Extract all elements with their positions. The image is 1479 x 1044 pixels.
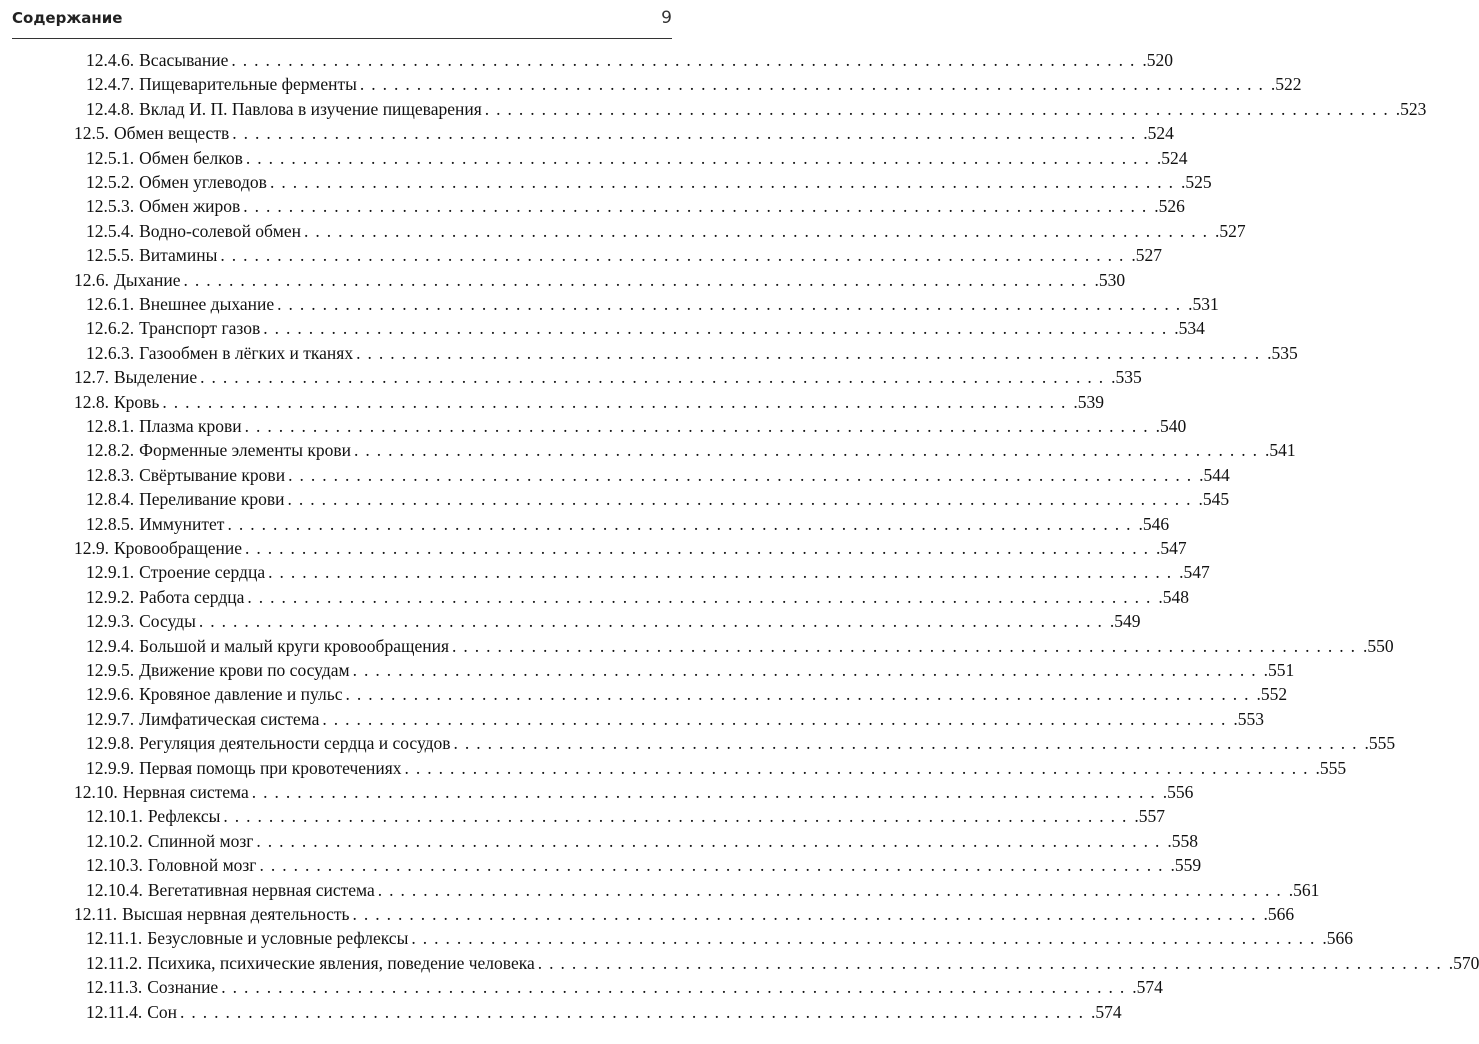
toc-entry[interactable] (74, 267, 1126, 291)
toc-entry[interactable] (86, 242, 1162, 266)
toc-entry[interactable] (86, 218, 1246, 242)
toc-entry-page: .551 (1263, 660, 1295, 680)
toc-entry[interactable] (86, 681, 1288, 705)
toc-entry[interactable] (86, 193, 1185, 217)
toc-entry-number: 12.11.1. (86, 928, 143, 949)
toc-leader-dots: ................................................................................ (220, 245, 1131, 266)
toc-entry-title: Рефлексы (147, 806, 221, 827)
toc-entry-number: 12.8.5. (86, 513, 135, 534)
toc-entry-page: .531 (1188, 294, 1219, 314)
toc-entry-page: .558 (1167, 830, 1199, 851)
toc-entry[interactable] (86, 47, 1173, 71)
toc-entry-title: Витамины (139, 245, 218, 266)
toc-entry-title: Строение сердца (139, 562, 266, 583)
toc-entry-page: .574 (1132, 977, 1163, 998)
toc-entry-page: .522 (1270, 74, 1302, 95)
toc-entry[interactable] (86, 828, 1199, 852)
toc-entry-number: 12.11.3. (86, 977, 143, 998)
toc-entry[interactable] (86, 437, 1296, 461)
toc-leader-dots: ................................................................................ (353, 440, 1264, 461)
toc-entry[interactable] (86, 315, 1205, 339)
toc-entry[interactable] (74, 389, 1105, 413)
toc-entry-number: 12.10. (74, 782, 118, 802)
page-header (12, 0, 672, 39)
toc-entry-number: 12.5.2. (86, 172, 135, 192)
toc-leader-dots: ................................................................................ (200, 367, 1111, 388)
toc-entry-title: Дыхание (114, 269, 181, 290)
toc-entry-page: .539 (1073, 391, 1105, 412)
toc-entry[interactable] (86, 462, 1230, 486)
toc-leader-dots: ................................................................................ (244, 416, 1155, 436)
toc-entry-title: Головной мозг (147, 855, 257, 876)
toc-entry[interactable] (86, 730, 1396, 754)
toc-leader-dots: ................................................................................ (256, 830, 1167, 851)
toc-leader-dots: ................................................................................ (352, 904, 1263, 924)
toc-entry-number: 12.4.8. (86, 98, 135, 119)
toc-entry[interactable] (86, 413, 1187, 437)
toc-entry-number: 12.11.4. (86, 1001, 143, 1022)
toc-leader-dots: ................................................................................ (287, 489, 1198, 510)
toc-entry-page: .566 (1263, 904, 1295, 924)
toc-entry-number: 12.4.6. (86, 50, 135, 70)
toc-leader-dots: ................................................................................ (269, 172, 1180, 192)
toc-entry-page: .541 (1264, 440, 1296, 461)
toc-entry-title: Обмен белков (139, 147, 243, 168)
toc-entry[interactable] (86, 950, 1479, 974)
toc-leader-dots: ................................................................................ (452, 635, 1362, 656)
toc-entry-title: Обмен веществ (114, 123, 230, 144)
toc-entry-title: Регуляция деятельности сердца и сосудов (139, 733, 451, 754)
toc-leader-dots: ................................................................................ (232, 123, 1143, 144)
toc-entry-page: .555 (1364, 733, 1396, 754)
toc-entry-page: .574 (1091, 1001, 1122, 1022)
toc-entry-number: 12.9.9. (86, 757, 135, 778)
toc-entry[interactable] (86, 291, 1219, 315)
toc-entry-number: 12.6.3. (86, 342, 135, 363)
toc-entry-page: .550 (1363, 635, 1394, 656)
toc-entry-number: 12.11.2. (86, 952, 143, 973)
toc-entry-title: Кровяное давление и пульс (139, 684, 343, 705)
toc-entry-title: Иммунитет (139, 513, 225, 534)
toc-entry-title: Сосуды (139, 611, 196, 632)
toc-entry-page: .534 (1174, 318, 1205, 339)
toc-entry-title: Работа сердца (139, 586, 245, 607)
toc-entry-page: .524 (1156, 147, 1188, 168)
toc-entry-title: Выделение (114, 367, 198, 388)
toc-entry-number: 12.9.1. (86, 562, 135, 583)
toc-entry-title: Газообмен в лёгких и тканях (139, 342, 354, 363)
toc-entry-number: 12.11. (74, 904, 118, 924)
toc-leader-dots: ................................................................................ (180, 1001, 1091, 1022)
toc-entry-number: 12.8.3. (86, 464, 135, 485)
toc-entry-page: .527 (1215, 220, 1246, 241)
toc-entry[interactable] (86, 584, 1189, 608)
toc-entry-number: 12.5.4. (86, 220, 135, 241)
toc-entry-number: 12.10.4. (86, 879, 143, 900)
toc-leader-dots: ................................................................................ (453, 733, 1364, 754)
toc-entry-page: .527 (1131, 245, 1162, 266)
toc-entry[interactable] (86, 852, 1202, 876)
toc-entry[interactable] (86, 803, 1165, 827)
toc-entry-title: Внешнее дыхание (139, 294, 275, 314)
toc-entry-number: 12.10.1. (86, 806, 143, 827)
toc-entry-page: .553 (1233, 708, 1264, 729)
toc-entry[interactable] (86, 999, 1122, 1023)
toc-leader-dots: ................................................................................ (247, 586, 1158, 607)
toc-entry-title: Всасывание (139, 50, 229, 70)
toc-entry-number: 12.10.2. (86, 830, 143, 851)
toc-entry-title: Обмен углеводов (139, 172, 267, 192)
toc-entry-number: 12.5.1. (86, 147, 135, 168)
toc-entry[interactable] (86, 706, 1264, 730)
toc-leader-dots: ................................................................................ (352, 660, 1263, 680)
toc-entry-page: .544 (1199, 464, 1230, 485)
toc-entry-title: Пищеварительные ферменты (139, 74, 357, 95)
toc-entry-page: .557 (1134, 806, 1165, 827)
toc-entry[interactable] (86, 755, 1347, 779)
toc-entry-page: .547 (1155, 538, 1187, 558)
toc-entry-page: .555 (1315, 757, 1347, 778)
toc-entry[interactable] (74, 364, 1142, 388)
toc-leader-dots: ................................................................................ (288, 464, 1199, 485)
toc-entry[interactable] (86, 340, 1298, 364)
toc-leader-dots: ................................................................................ (243, 196, 1154, 217)
toc-entry[interactable] (86, 511, 1170, 535)
toc-entry-title: Плазма крови (139, 416, 242, 436)
toc-entry[interactable] (86, 169, 1212, 193)
toc-entry[interactable] (74, 901, 1295, 925)
toc-entry-title: Лимфатическая система (139, 708, 320, 729)
toc-leader-dots: ................................................................................ (356, 342, 1267, 363)
toc-entry[interactable] (86, 71, 1302, 95)
toc-entry[interactable] (86, 633, 1394, 657)
toc-entry-page: .525 (1180, 172, 1212, 192)
toc-leader-dots: ................................................................................ (259, 855, 1170, 876)
toc-entry-title: Нервная система (122, 782, 249, 802)
toc-leader-dots: ................................................................................ (345, 684, 1256, 705)
toc-entry-page: .548 (1158, 586, 1189, 607)
toc-entry-number: 12.9.4. (86, 635, 135, 656)
toc-leader-dots: ................................................................................ (359, 74, 1270, 95)
toc-entry-number: 12.9. (74, 538, 109, 558)
toc-leader-dots: ................................................................................ (231, 50, 1142, 70)
toc-entry-page: .545 (1198, 489, 1230, 510)
toc-entry-page: .520 (1142, 50, 1173, 70)
toc-leader-dots: ................................................................................ (537, 952, 1448, 973)
toc-leader-dots: ................................................................................ (227, 513, 1138, 534)
toc-leader-dots: ................................................................................ (245, 147, 1156, 168)
toc-entry-title: Вегетативная нервная система (147, 879, 375, 900)
toc-entry[interactable] (86, 486, 1230, 510)
toc-entry-title: Высшая нервная деятельность (122, 904, 350, 924)
toc-entry-number: 12.9.7. (86, 708, 135, 729)
toc-entry-number: 12.8. (74, 391, 109, 412)
toc-leader-dots: ................................................................................ (198, 611, 1109, 632)
toc-leader-dots: ................................................................................ (322, 708, 1233, 729)
page-number: 9 (661, 8, 672, 28)
toc-entry-page: .535 (1111, 367, 1142, 388)
toc-entry[interactable] (86, 96, 1427, 120)
toc-entry-page: .559 (1170, 855, 1202, 876)
toc-entry[interactable] (86, 877, 1320, 901)
toc-entry-title: Транспорт газов (139, 318, 261, 339)
toc-entry-number: 12.7. (74, 367, 109, 388)
toc-leader-dots: ................................................................................ (304, 220, 1214, 241)
toc-entry-page: .547 (1179, 562, 1210, 583)
toc-leader-dots: ................................................................................ (162, 391, 1073, 412)
toc-entry-number: 12.8.2. (86, 440, 135, 461)
toc-entry-number: 12.10.3. (86, 855, 143, 876)
toc-entry-page: .566 (1322, 928, 1353, 949)
toc-leader-dots: ................................................................................ (377, 879, 1288, 900)
toc-entry[interactable] (74, 535, 1187, 559)
toc-entry-title: Водно-солевой обмен (139, 220, 301, 241)
toc-entry-number: 12.6.2. (86, 318, 135, 339)
toc-entry-page: .523 (1395, 98, 1427, 119)
toc-entry-page: .546 (1138, 513, 1170, 534)
toc-entry-page: .570 (1448, 952, 1479, 973)
toc-entry[interactable] (74, 120, 1174, 144)
toc-entry-page: .549 (1109, 611, 1141, 632)
toc-leader-dots: ................................................................................ (223, 806, 1134, 827)
toc-entry-title: Спинной мозг (147, 830, 254, 851)
toc-entry-title: Первая помощь при кровотечениях (139, 757, 402, 778)
toc-entry-title: Сознание (147, 977, 219, 998)
toc-entry[interactable] (74, 779, 1194, 803)
toc-entry-number: 12.9.3. (86, 611, 135, 632)
toc-entry[interactable] (86, 145, 1188, 169)
toc-entry[interactable] (86, 974, 1163, 998)
toc-entry-title: Свёртывание крови (139, 464, 286, 485)
toc-entry[interactable] (86, 559, 1210, 583)
toc-entry-page: .526 (1154, 196, 1185, 217)
toc-entry-page: .561 (1288, 879, 1320, 900)
toc-leader-dots: ................................................................................ (263, 318, 1174, 339)
toc-entry-number: 12.9.2. (86, 586, 135, 607)
toc-entry-title: Сон (147, 1001, 178, 1022)
toc-entry-page: .524 (1143, 123, 1174, 144)
toc-entry-page: .556 (1162, 782, 1194, 802)
toc-leader-dots: ................................................................................ (183, 269, 1094, 290)
toc-entry-number: 12.4.7. (86, 74, 135, 95)
toc-entry-title: Кровообращение (114, 538, 242, 558)
toc-entry[interactable] (86, 608, 1141, 632)
toc-entry-number: 12.9.5. (86, 660, 135, 680)
toc-entry[interactable] (86, 925, 1353, 949)
toc-leader-dots: ................................................................................ (221, 977, 1132, 998)
toc-entry-title: Переливание крови (139, 489, 285, 510)
toc-entry-number: 12.8.1. (86, 416, 135, 436)
toc-entry-title: Вклад И. П. Павлова в изучение пищеварения (139, 98, 482, 119)
toc-entry-page: .552 (1256, 684, 1288, 705)
toc-entry-title: Форменные элементы крови (139, 440, 351, 461)
toc-entry-page: .535 (1267, 342, 1298, 363)
toc-entry-number: 12.6.1. (86, 294, 135, 314)
toc-entry-title: Движение крови по сосудам (139, 660, 350, 680)
toc-entry-title: Обмен жиров (139, 196, 241, 217)
toc-entry-number: 12.9.8. (86, 733, 135, 754)
toc-entry-page: .530 (1094, 269, 1126, 290)
toc-entry-number: 12.6. (74, 269, 109, 290)
toc-entry[interactable] (86, 657, 1295, 681)
toc-entry-title: Большой и малый круги кровообращения (139, 635, 449, 656)
toc-leader-dots: ................................................................................ (251, 782, 1162, 802)
toc-leader-dots: ................................................................................ (411, 928, 1322, 949)
toc-leader-dots: ................................................................................ (277, 294, 1188, 314)
toc-entry-title: Кровь (114, 391, 160, 412)
toc-entry-page: .540 (1155, 416, 1187, 436)
toc-entry-number: 12.5.5. (86, 245, 135, 266)
section-title: Содержание (12, 9, 123, 27)
toc-leader-dots: ................................................................................ (268, 562, 1179, 583)
toc-entry-number: 12.5. (74, 123, 109, 144)
toc-entry-number: 12.5.3. (86, 196, 135, 217)
toc-entry-number: 12.9.6. (86, 684, 135, 705)
toc-entry-title: Психика, психические явления, поведение человека (147, 952, 535, 973)
toc-entry-number: 12.8.4. (86, 489, 135, 510)
toc-leader-dots: ................................................................................ (244, 538, 1155, 558)
toc-entry-title: Безусловные и условные рефлексы (147, 928, 409, 949)
toc-leader-dots: ................................................................................ (404, 757, 1315, 778)
toc-leader-dots: ................................................................................ (484, 98, 1395, 119)
